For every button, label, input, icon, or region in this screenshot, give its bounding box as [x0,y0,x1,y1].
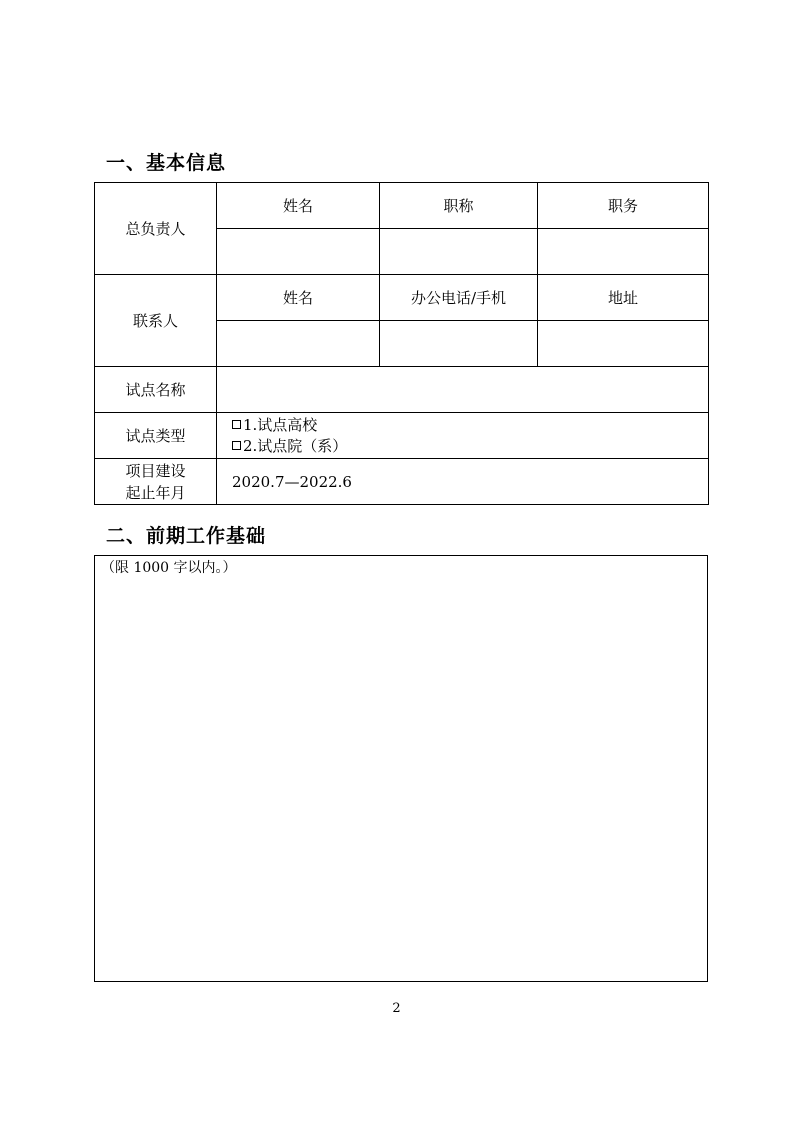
leader-label: 总负责人 [95,183,217,275]
word-limit-note: （限 1000 字以内。） [101,560,237,576]
period-value[interactable]: 2020.7—2022.6 [217,459,709,505]
pilot-name-cell[interactable] [217,367,709,413]
contact-name-cell[interactable] [217,321,380,367]
page-number: 2 [392,1001,401,1016]
leader-title-cell[interactable] [380,229,538,275]
contact-phone-cell[interactable] [380,321,538,367]
leader-header-position: 职务 [538,183,709,229]
prior-work-text-box[interactable] [94,555,708,982]
checkbox-icon[interactable] [232,420,241,429]
pilot-type-label: 试点类型 [95,413,217,459]
pilot-type-options [217,413,709,459]
pilot-type-option-department[interactable]: 2.试点院（系） [232,436,708,457]
table-row [95,459,709,505]
leader-header-title: 职称 [380,183,538,229]
table-row [95,413,709,459]
table-row [95,183,709,229]
section-heading-basic-info: 一、基本信息 [106,152,227,174]
leader-header-name: 姓名 [217,183,380,229]
contact-header-name: 姓名 [217,275,380,321]
pilot-type-option-university[interactable]: 1.试点高校 [232,415,708,436]
period-label: 项目建设 起止年月 [95,459,217,505]
table-row [95,367,709,413]
checkbox-icon[interactable] [232,441,241,450]
leader-name-cell[interactable] [217,229,380,275]
pilot-name-label: 试点名称 [95,367,217,413]
leader-position-cell[interactable] [538,229,709,275]
section-heading-prior-work: 二、前期工作基础 [106,525,267,547]
contact-header-address: 地址 [538,275,709,321]
basic-info-table [94,182,709,505]
contact-label: 联系人 [95,275,217,367]
contact-address-cell[interactable] [538,321,709,367]
table-row [95,275,709,321]
contact-header-phone: 办公电话/手机 [380,275,538,321]
